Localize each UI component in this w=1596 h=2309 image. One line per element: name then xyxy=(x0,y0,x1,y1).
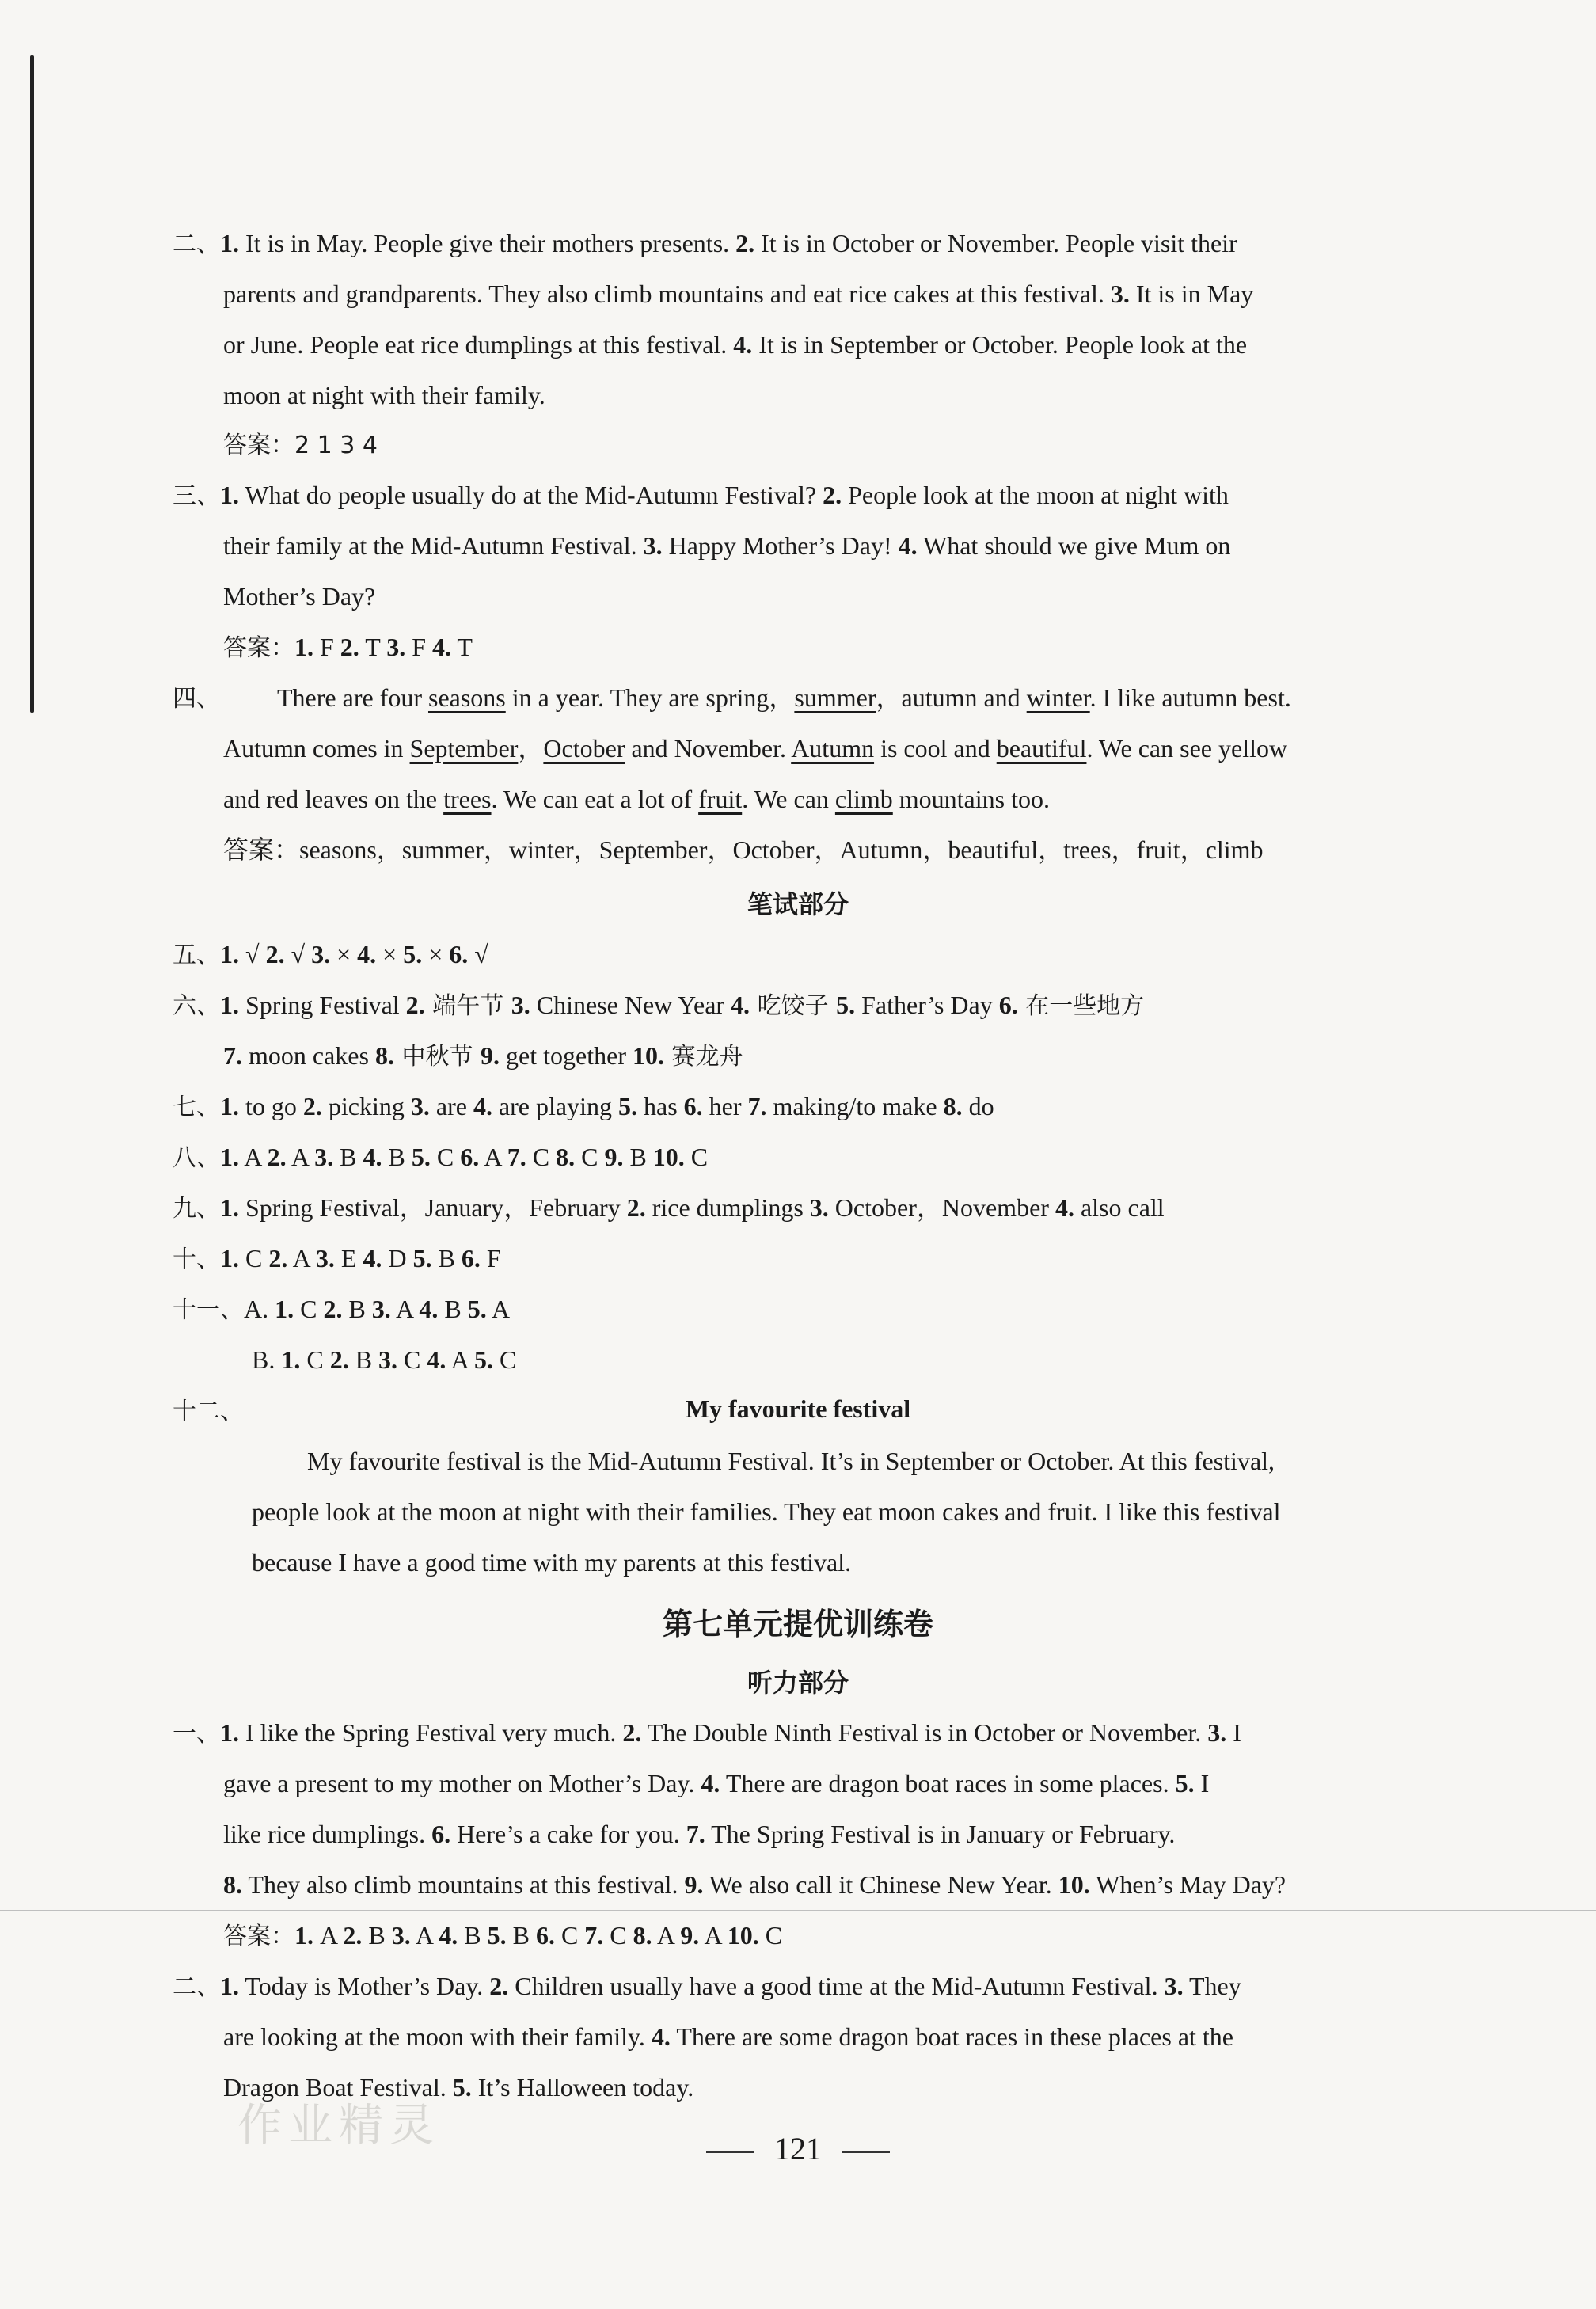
u2-line3: Dragon Boat Festival. 5. It’s Halloween today. xyxy=(223,2073,694,2102)
sec4-line1: 四、 There are four seasons in a year. They are spring，summer，autumn and winter. I like autumn best. xyxy=(173,682,1291,715)
page-number-dash-left xyxy=(706,2151,754,2153)
u1-line1: 一、1. I like the Spring Festival very much. 2. The Double Ninth Festival is in October or November. 3. I xyxy=(173,1718,1241,1748)
sec10-line: 十、1. C 2. A 3. E 4. D 5. B 6. F xyxy=(173,1244,501,1273)
sec4-number: 四、 xyxy=(173,685,220,713)
sec3-line3: Mother’s Day? xyxy=(223,582,376,611)
written-section-title: 笔试部分 xyxy=(747,889,849,919)
sec11-line-a: 十一、A. 1. C 2. B 3. A 4. B 5. A xyxy=(173,1295,511,1324)
u2-line2: are looking at the moon with their family. 4. There are some dragon boat races in these places at the xyxy=(223,2022,1233,2051)
u2-line1: 二、1. Today is Mother’s Day. 2. Children usually have a good time at the Mid-Autumn Festival. 3. They xyxy=(173,1972,1241,2001)
u1-line4: 8. They also climb mountains at this festival. 9. We also call it Chinese New Year. 10. When’s May Day? xyxy=(223,1870,1286,1899)
sec8-line: 八、1. A 2. A 3. B 4. B 5. C 6. A 7. C 8. C 9. B 10. C xyxy=(173,1143,709,1172)
sec3-answer: 答案：1. F 2. T 3. F 4. T xyxy=(223,633,473,662)
sec4-line2: Autumn comes in September，October and November. Autumn is cool and beautiful. We can see yellow xyxy=(223,734,1288,763)
unit7-title: 第七单元提优训练卷 xyxy=(662,1607,933,1641)
u1-line3: like rice dumplings. 6. Here’s a cake for you. 7. The Spring Festival is in January or February. xyxy=(223,1820,1176,1848)
sec9-line: 九、1. Spring Festival，January，February 2. rice dumplings 3. October，November 4. also call xyxy=(173,1193,1165,1223)
sec2-number: 二、 xyxy=(173,230,220,258)
sec4-answer: 答案：seasons，summer，winter，September，October，Autumn，beautiful，trees，fruit，climb xyxy=(223,835,1264,864)
listening-section-title: 听力部分 xyxy=(747,1668,849,1698)
sec12-number: 十二、 xyxy=(173,1398,244,1425)
essay-line3: because I have a good time with my parents at this festival. xyxy=(252,1548,852,1577)
sec4-line3: and red leaves on the trees. We can eat a lot of fruit. We can climb mountains too. xyxy=(223,785,1050,813)
page-number: 121 xyxy=(0,2130,1596,2167)
sec2-line3: or June. People eat rice dumplings at this festival. 4. It is in September or October. People look at the xyxy=(223,330,1248,359)
sec2-line4: moon at night with their family. xyxy=(223,381,545,409)
sec6-line1: 六、1. Spring Festival 2. 端午节 3. Chinese New Year 4. 吃饺子 5. Father’s Day 6. 在一些地方 xyxy=(173,991,1145,1020)
scan-fold-line xyxy=(0,1910,1596,1911)
sec2-line1: 二、1. It is in May. People give their mothers presents. 2. It is in October or November. People visit their xyxy=(173,227,1237,261)
sec3-line1: 三、1. What do people usually do at the Mid-Autumn Festival? 2. People look at the moon at night with xyxy=(173,479,1229,512)
sec3-line2: their family at the Mid-Autumn Festival. 3. Happy Mother’s Day! 4. What should we give Mum on xyxy=(223,531,1231,560)
essay-title: My favourite festival xyxy=(685,1394,911,1423)
essay-line1: My favourite festival is the Mid-Autumn Festival. It’s in September or October. At this festival, xyxy=(307,1447,1275,1475)
sec2-line2: parents and grandparents. They also climb mountains and eat rice cakes at this festival. 3. It is in May xyxy=(223,280,1254,308)
sec6-line2: 7. moon cakes 8. 中秋节 9. get together 10. 赛龙舟 xyxy=(223,1041,743,1071)
u1-line2: gave a present to my mother on Mother’s Day. 4. There are dragon boat races in some places. 5. I xyxy=(223,1769,1210,1797)
watermark-logo: 作业精灵 xyxy=(238,2100,440,2151)
sec2-answer: 答案：2 1 3 4 xyxy=(223,432,378,459)
sec5-line: 五、1. √ 2. √ 3. × 4. × 5. × 6. √ xyxy=(173,940,488,969)
page-number-dash-right xyxy=(842,2151,890,2153)
sec7-line: 七、1. to go 2. picking 3. are 4. are playing 5. has 6. her 7. making/to make 8. do xyxy=(173,1092,994,1121)
sec11-line-b: B. 1. C 2. B 3. C 4. A 5. C xyxy=(252,1345,517,1374)
u1-answer: 答案：1. A 2. B 3. A 4. B 5. B 6. C 7. C 8. A 9. A 10. C xyxy=(223,1921,783,1950)
sec3-number: 三、 xyxy=(173,482,220,510)
essay-line2: people look at the moon at night with their families. They eat moon cakes and fruit. I like this festival xyxy=(252,1497,1281,1526)
